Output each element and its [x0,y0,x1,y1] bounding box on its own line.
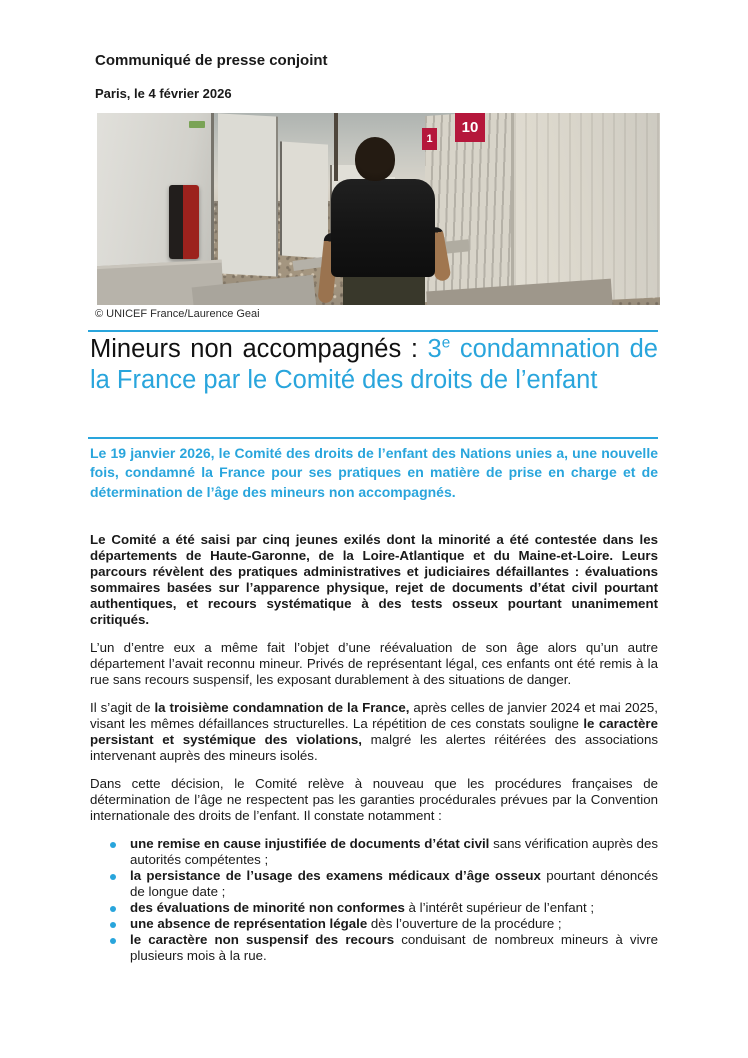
list-item-bone-exams: la persistance de l’usage des examens médicaux d’âge osseux pourtant dénoncés de longue date ; [90,868,658,900]
article-body [90,532,658,964]
figure-black-tshirt [331,179,435,277]
photo-green-label [189,121,205,128]
list-item-civil-documents: une remise en cause injustifiée de documents d’état civil sans vérification auprès des autorités compétentes ; [90,836,658,868]
container-number-plate-10: 10 [455,113,485,142]
photo-wooden-pole [334,113,338,181]
lead-paragraph: Le 19 janvier 2026, le Comité des droits de l’enfant des Nations unies a, une nouvelle fois, condamné la France pour ses pratiques en matière de prise en charge et de détermination de l’âge des mineurs non accompagnés. [90,445,658,500]
photo-left-container-2 [218,113,278,276]
list-item-minority-evaluations: des évaluations de minorité non conformes à l’intérêt supérieur de l’enfant ; [90,900,658,916]
document-kicker: Communiqué de presse conjoint [95,52,328,69]
divider-under-headline [88,437,658,439]
figure-head [355,137,395,181]
container-number-plate-1: 1 [422,128,437,150]
photo-fire-extinguisher-box [169,185,199,259]
figure-pants [343,273,425,305]
divider-top [88,330,658,332]
paragraph-decision-intro: Dans cette décision, le Comité relève à nouveau que les procédures françaises de détermination de l’âge ne respectent pas les garanties procédurales prévues par la Convention internationale des droits de l’enfant. Il constate notamment : [90,776,658,823]
press-photo [97,113,660,305]
paragraph-reevaluation: L’un d’entre eux a même fait l’objet d’une réévaluation de son âge alors qu’un autre département l’avait reconnu mineur. Privés de représentant légal, ces enfants ont été remis à la rue sans recours suspensif, les exposant durablement à des situations de danger. [90,640,658,687]
findings-list [90,836,658,964]
photo-distant-container-1 [280,141,328,258]
paragraph-committee-seized: Le Comité a été saisi par cinq jeunes exilés dont la minorité a été contestée dans les départements de Haute-Garonne, de la Loire-Atlantique et du Maine-et-Loire. Leurs parcours révèlent des pratiques administratives et judiciaires défaillantes : évaluations sommaires basées sur l’apparence physique, rejet de documents d’état civil pourtant authentiques, et recours systématique à des tests osseux pourtant unanimement critiqués. [90,532,658,627]
photo-right-container-wall [511,113,660,305]
list-item-legal-representation: une absence de représentation légale dès l’ouverture de la procédure ; [90,916,658,932]
paragraph-third-condemnation: Il s’agit de la troisième condamnation de la France, après celles de janvier 2024 et mai 2025, visant les mêmes défaillances structurelles. La répétition de ces constats souligne le caractère persistant et systémique des violations, malgré les alertes réitérées des associations intervenant auprès des mineurs isolés. [90,700,658,763]
dateline: Paris, le 4 février 2026 [95,86,232,101]
headline: Mineurs non accompagnés : 3e condamnation de la France par le Comité des droits de l’enfant [90,334,658,394]
list-item-non-suspensive-appeals: le caractère non suspensif des recours conduisant de nombreux mineurs à vivre plusieurs mois à la rue. [90,932,658,964]
photo-caption: © UNICEF France/Laurence Geai [95,308,260,320]
